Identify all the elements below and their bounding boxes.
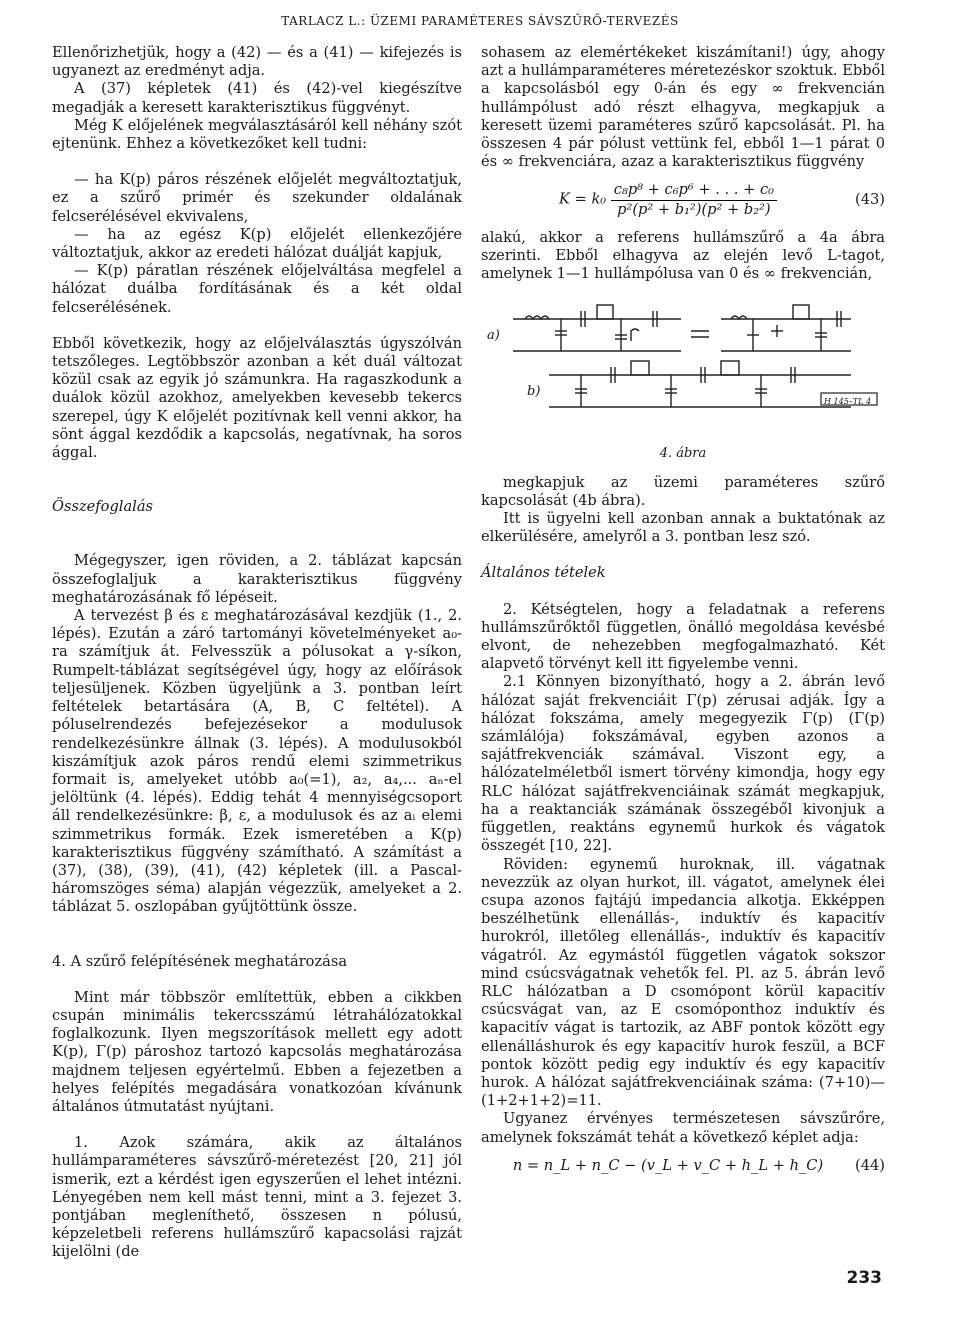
paragraph: A (37) képletek (41) és (42)-vel kiegészítve megadják a keresett karakterisztikus függvényt. [52, 80, 462, 116]
section-heading-general: Általános tételek [481, 564, 606, 582]
paragraph: 2.1 Könnyen bizonyítható, hogy a 2. ábrán levő hálózat saját frekvenciáit Γ(p) zérusai adják. Így a hálózat fokszáma, amely megegyezik Γ(p) (Γ(p) számlálója) fokszámával, egyben azonos a sajátfrekvenciák számával. Viszont egy, a hálózatelméletből ismert törvény kimondja, hogy egy RLC hálózat sajátfrekvenciáinak számát megkapjuk, ha a reaktanciák számának összegéből kivonjuk a független, reaktáns egynemű hurkok és vágatok összegét [10, 22]. [481, 673, 885, 855]
right-column [481, 44, 885, 1185]
section-heading: 4. A szűrő felépítésének meghatározása [52, 952, 348, 970]
figure-label-b: b) [527, 384, 541, 400]
bullet-item: — ha az egész K(p) előjelét ellenkezőjére változtatjuk, akkor az eredeti hálózat duálját kapjuk, [52, 225, 462, 262]
bullet-item: — ha K(p) páros részének előjelét megváltoztatjuk, ez a szűrő primér és szekunder oldalának felcserélésével ekvivalens, [52, 171, 462, 225]
paragraph: sohasem az elemértékeket kiszámítani!) úgy, ahogy azt a hullámparaméteres méretezéskor szoktuk. Ebből a kapcsolásból egy 0-án és egy ∞ frekvencián hullámpólust adó részt elhagyva, megkapjuk a keresett üzemi paraméteres szűrő kapcsolását. Pl. ha összesen 4 pár pólust vettünk fel, ebből 1—1 párat 0 és ∞ frekvenciára, azaz a karakterisztikus függvény [481, 44, 885, 171]
bullet-item: — K(p) páratlan részének előjelváltása megfelel a hálózat duálba fordításának és a két oldal felcserélésének. [52, 262, 462, 316]
section-heading-summary: Összefoglalás [52, 498, 154, 516]
figure-4-circuit [481, 291, 885, 441]
paragraph: 2. Kétségtelen, hogy a feladatnak a referens hullámszűrőktől független, önálló megoldása kevésbé elvont, de nehezebben megfogalmazható. Két alapvető törvényt kell itt figyelembe venni. [481, 600, 885, 673]
paragraph: A tervezést β és ε meghatározásával kezdjük (1., 2. lépés). Ezután a záró tartományi követelményeket a₀-ra számítjuk át. Felvesszük a pólusokat a γ-síkon, Rumpelt-táblázat segítségével úgy, hogy az előírások teljesüljenek. Közben ügyeljünk a 3. pontban leírt feltételek betartására (A, B, C feltétel). A póluselrendezés befejezésekor a modulusok rendelkezésünkre állnak (3. lépés). A modulusokból kiszámítjuk azok páros rendű elemi szimmetrikus formait is, amelyeket utóbb a₀(=1), a₂, a₄,... aₙ-el jelöltünk (4. lépés). Eddig tehát 4 mennyiségcsoport áll rendelkezésünkre: β, ε, a modulusok és az aᵢ elemi szimmetrikus formák. Ezek ismeretében a K(p) karakterisztikus függvény számítható. A számítást a (37), (38), (39), (41), (42) képletek (ill. a Pascal-háromszöges séma) alapján végezzük, amelyeket a 2. táblázat 5. oszlopában gyűjtöttünk össze. [52, 607, 462, 916]
paragraph: megkapjuk az üzemi paraméteres szűrő kapcsolását (4b ábra). [481, 473, 885, 509]
paragraph: Ugyanez érvényes természetesen sávszűrőre, amelynek fokszámát tehát a következő képlet adja: [481, 1110, 885, 1146]
equation-number: (43) [855, 191, 885, 209]
paragraph: alakú, akkor a referens hullámszűrő a 4a ábra szerinti. Ebből elhagyva az elején levő L-tagot, amelynek 1—1 hullámpólusa van 0 és ∞ frekvencián, [481, 228, 885, 283]
equation-43 [481, 181, 885, 218]
figure-label-a: a) [487, 328, 500, 344]
paragraph: Még K előjelének megválasztásáról kell néhány szót ejtenünk. Ehhez a következőket kell tudni: [52, 116, 462, 153]
equation-43-expression [481, 181, 855, 218]
equation-numerator: c₈p⁸ + c₆p⁶ + . . . + c₀ [611, 181, 777, 200]
paragraph: Mégegyszer, igen röviden, a 2. táblázat kapcsán összefoglaljuk a karakterisztikus függvény meghatározásának fő lépéseit. [52, 552, 462, 606]
paragraph: 1. Azok számára, akik az általános hullámparaméteres sávszűrő-méretezést [20, 21] jól ismerik, ezt a kérdést igen egyszerűen el lehet intézni. Lényegében nem kell mást tenni, mint a 3. fejezet 3. pontjában megleníthető, összesen n pólusú, képzeletbeli referens hullámszűrő kapacsolási rajzát kijelölni (de [52, 1134, 462, 1261]
paragraph: Mint már többször említettük, ebben a cikkben csupán minimális tekercsszámú létrahálózatokkal foglalkozunk. Ilyen megszorítások mellett egy adott K(p), Γ(p) pároshoz tartozó kapcsolás meghatározása majdnem teljesen egyértelmű. Ebben a fejezetben a helyes felépítés megadására vonatkozóan kívánunk általános útmutatást nyújtani. [52, 988, 462, 1115]
equation-number: (44) [855, 1156, 885, 1174]
equation-lhs: K = k₀ [559, 191, 607, 209]
equation-fraction [611, 181, 777, 218]
paragraph: Ebből következik, hogy az előjelválasztás úgyszólván tetszőleges. Legtöbbször azonban a két duál változat közül csak az egyik jó számunkra. Ha ragaszkodunk a duálok közül azokhoz, amelyekben kevesebb tekercs szerepel, úgy K előjelét pozitívnak kell venni akkor, ha sönt ággal kezdődik a kapcsolás, negatívnak, ha soros ággal. [52, 334, 462, 462]
page-number: 233 [846, 1268, 882, 1288]
left-column [52, 44, 462, 1262]
paragraph: Röviden: egynemű huroknak, ill. vágatnak nevezzük az olyan hurkot, ill. vágatot, amelynek élei csupa azonos fajtájú impedancia alkotja. Ekképpen beszélhetünk ellenállás-, induktív és kapacitív hurokról, illetőleg ellenállás-, induktív és kapacitív vágatról. Az egymástól független vágatok sokszor mind csúcsvágatnak vehetők fel. Pl. az 5. ábrán levő RLC hálózatban a D csomópont körül kapacitív csúcsvágat van, az E csomóponthoz induktív és kapacitív vágat is tartozik, az ABF pontok között egy ellenálláshurok és egy kapacitív hurok feszül, a BCF pontok között pedig egy induktív és egy kapacitív hurok. A hálózat sajátfrekvenciáinak száma: (7+10)—(1+2+1+2)=11. [481, 855, 885, 1110]
paragraph: Ellenőrizhetjük, hogy a (42) — és a (41) — kifejezés is ugyanezt az eredményt adja. [52, 44, 462, 80]
figure-caption: 4. ábra [659, 446, 707, 462]
figure-stamp: H 145–TL 4 [824, 397, 872, 407]
paragraph: Itt is ügyelni kell azonban annak a buktatónak az elkerülésére, amelyről a 3. pontban lesz szó. [481, 510, 885, 546]
running-header: TARLACZ L.: ÜZEMI PARAMÉTERES SÁVSZŰRŐ-TERVEZÉS [281, 14, 679, 28]
equation-denominator: p²(p² + b₁²)(p² + b₂²) [617, 200, 771, 218]
equation-44 [481, 1157, 885, 1175]
circuit-diagram [481, 291, 885, 441]
equation-44-expression: n = n_L + n_C − (v_L + v_C + h_L + h_C) [512, 1156, 824, 1174]
